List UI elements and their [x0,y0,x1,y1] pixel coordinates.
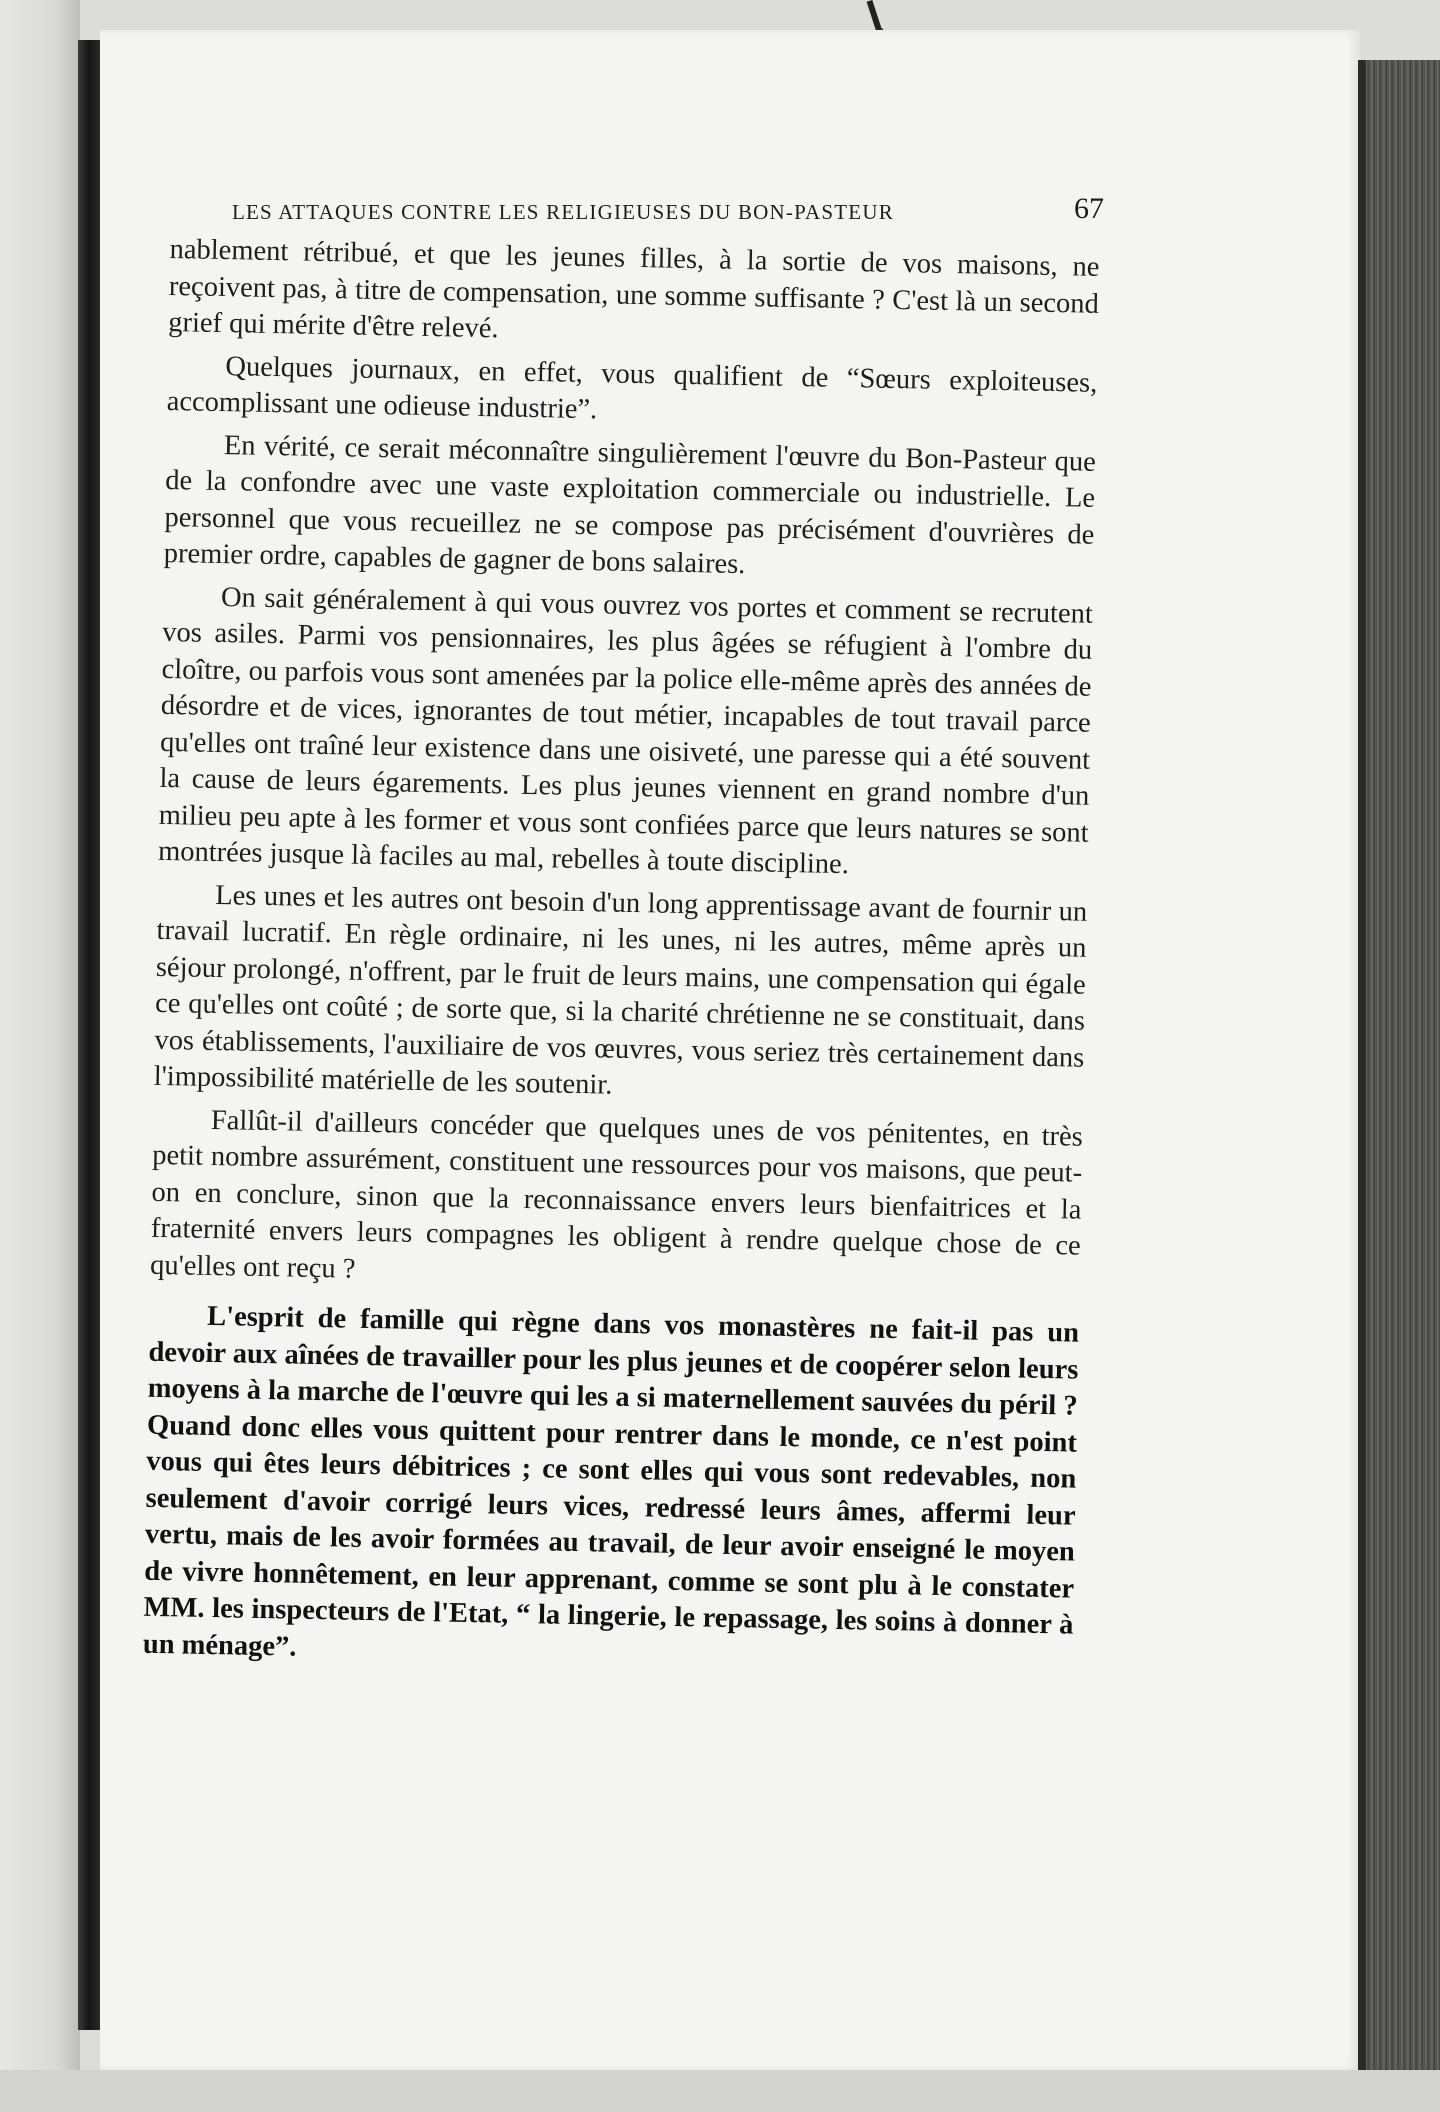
paragraph-5: Les unes et les autres ont besoin d'un long apprentissage avant de fournir un travail lucratif. En règle ordinaire, ni les unes, ni les autres, même après un séjour prolongé, n'offrent, par le fruit de leurs mains, une compensation qui égale ce qu'elles ont coûté ; de sorte que, si la charité chrétienne ne se constituait, dans vos établissements, l'auxiliaire de vos œuvres, vous seriez très certainement dans l'impossibilité matérielle de les soutenir. [153,879,1088,1101]
page-number: 67 [1074,192,1104,225]
book-binding [78,40,100,2030]
running-title: LES ATTAQUES CONTRE LES RELIGIEUSES DU BON-PASTEUR [232,200,894,224]
paragraph-7: L'esprit de famille qui règne dans vos monastères ne fait-il pas un devoir aux aînées de travailler pour les plus jeunes et de coopérer selon leurs moyens à la marche de l'œuvre qui les a si maternellement sauvées du péril ? Quand donc elles vous quittent pour rentrer dans le monde, ce n'est point vous qui êtes leurs débitrices ; ce sont elles qui vous sont redevables, non seulement d'avoir corrigé leurs vices, redressé leurs âmes, affermi leur vertu, mais de les avoir formées au travail, de leur avoir enseigné le moyen de vivre honnêtement, en leur apprenant, comme se sont plu à le constater MM. les inspecteurs de l'Etat, “ la lingerie, le repassage, les soins à donner à un ménage”. [142,1300,1080,1663]
page-header [232,192,1104,234]
body-text [142,232,1099,1687]
paragraph-1: nablement rétribué, et que les jeunes filles, à la sortie de vos maisons, ne reçoivent pas, à titre de compensation, une somme suffisante ? C'est là un second grief qui mérite d'être relevé. [167,233,1100,345]
paragraph-4: On sait généralement à qui vous ouvrez vos portes et comment se recrutent vos asiles. Parmi vos pensionnaires, les plus âgées se réfugient à l'ombre du cloître, ou parfois vous sont amenées par la police elle-même après des années de désordre et de vices, ignorantes de tout métier, incapables de tout travail parce qu'elles ont traîné leur existence dans une oisiveté, une paresse qui a été souvent la cause de leurs égarements. Les plus jeunes viennent en grand nombre d'un milieu peu apte à les former et vous sont confiées parce que leurs natures se sont montrées jusque là faciles au mal, rebelles à toute discipline. [157,581,1094,881]
scan-background-left [0,0,80,2112]
paragraph-6: Fallût-il d'ailleurs concéder que quelques unes de vos pénitentes, en très petit nombre assurément, constituent une ressources pour vos maisons, que peut-on en conclure, sinon que la reconnaissance envers leurs bienfaitrices et la fraternité envers leurs compagnes les obligent à rendre quelque chose de ce qu'elles ont reçu ? [149,1104,1084,1285]
scan-background-bottom [0,2070,1440,2112]
page-stack-edge [1358,60,1440,2070]
paragraph-3: En vérité, ce serait méconnaître singulièrement l'œuvre du Bon-Pasteur que de la confondre avec une vaste exploitation commerciale ou industrielle. Le personnel que vous recueillez ne se compose pas précisément d'ouvrières de premier ordre, capables de gagner de bons salaires. [163,429,1097,581]
paragraph-2: Quelques journaux, en effet, vous qualifient de “Sœurs exploiteuses, accomplissant une odieuse industrie”. [166,350,1098,426]
